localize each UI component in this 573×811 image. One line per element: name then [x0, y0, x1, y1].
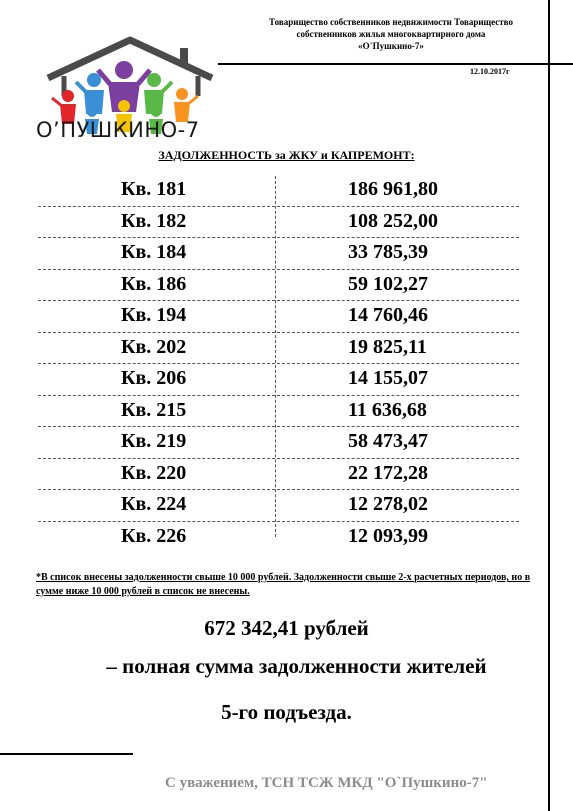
- table-row: [38, 238, 519, 270]
- org-line-1: Товарищество собственников недвижимости Товарищество: [269, 17, 513, 27]
- table-row: [38, 207, 519, 239]
- table-row: [38, 490, 519, 522]
- apartment-number: Кв. 182: [121, 209, 187, 232]
- debt-table: [38, 175, 519, 552]
- apartment-number: Кв. 206: [121, 367, 187, 389]
- debt-amount: 14 760,46: [348, 304, 428, 326]
- org-line-2: собственников жилья многоквартирного дома: [296, 29, 486, 39]
- table-row: [38, 270, 519, 302]
- debt-amount: 59 102,27: [348, 272, 428, 295]
- bottom-divider: [0, 753, 133, 755]
- header-divider: [218, 63, 573, 65]
- debt-amount: 19 825,11: [348, 335, 427, 358]
- total-description-line-2: 5-го подъезда.: [221, 700, 352, 724]
- debt-amount: 58 473,47: [348, 430, 428, 452]
- table-row: [38, 301, 519, 333]
- table-row: [38, 459, 519, 491]
- table-row: [38, 364, 519, 396]
- apartment-number: Кв. 219: [121, 430, 187, 452]
- table-row: [38, 175, 519, 207]
- apartment-number: Кв. 184: [121, 241, 187, 263]
- apartment-number: Кв. 202: [121, 335, 187, 358]
- orange-child-figure-icon: [174, 88, 198, 122]
- debt-amount: 11 636,68: [348, 398, 427, 421]
- signature: С уважением, ТСН ТСЖ МКД "О`Пушкино-7": [165, 775, 488, 791]
- apartment-number: Кв. 215: [121, 398, 187, 421]
- apartment-number: Кв. 186: [121, 272, 187, 295]
- debt-amount: 14 155,07: [348, 367, 428, 389]
- table-row: [38, 427, 519, 459]
- apartment-number: Кв. 220: [121, 461, 187, 484]
- debt-amount: 108 252,00: [348, 209, 438, 232]
- debt-amount: 33 785,39: [348, 241, 428, 263]
- total-description-line-1: – полная сумма задолженности жителей: [106, 654, 487, 678]
- debt-amount: 22 172,28: [348, 461, 428, 484]
- apartment-number: Кв. 224: [121, 493, 187, 515]
- table-column-divider: [275, 176, 276, 537]
- debt-heading: ЗАДОЛЖЕННОСТЬ за ЖКУ и КАПРЕМОНТ:: [158, 148, 415, 162]
- total-amount: 672 342,41 рублей: [204, 616, 369, 640]
- table-row: [38, 522, 519, 553]
- org-line-3: «О`Пушкино-7»: [358, 41, 424, 51]
- right-border-line: [548, 0, 550, 811]
- document-date: 12.10.2017г: [470, 67, 510, 76]
- footnote: *В список внесены задолженности свыше 10 000 рублей. Задолженности свыше 2-х расчетных периодов, но в сумме ниже 10 000 рублей в список не внесены.: [36, 572, 531, 597]
- apartment-number: Кв. 194: [121, 304, 187, 326]
- table-row: [38, 333, 519, 365]
- organization-name: [232, 16, 550, 52]
- logo-wordmark: О’ПУШКИНО-7: [36, 118, 200, 142]
- debt-amount: 186 961,80: [348, 178, 438, 200]
- apartment-number: Кв. 226: [121, 524, 187, 547]
- table-row: [38, 396, 519, 428]
- debt-amount: 12 093,99: [348, 524, 428, 547]
- apartment-number: Кв. 181: [121, 178, 187, 200]
- house-chimney-icon: [180, 48, 188, 66]
- debt-amount: 12 278,02: [348, 493, 428, 515]
